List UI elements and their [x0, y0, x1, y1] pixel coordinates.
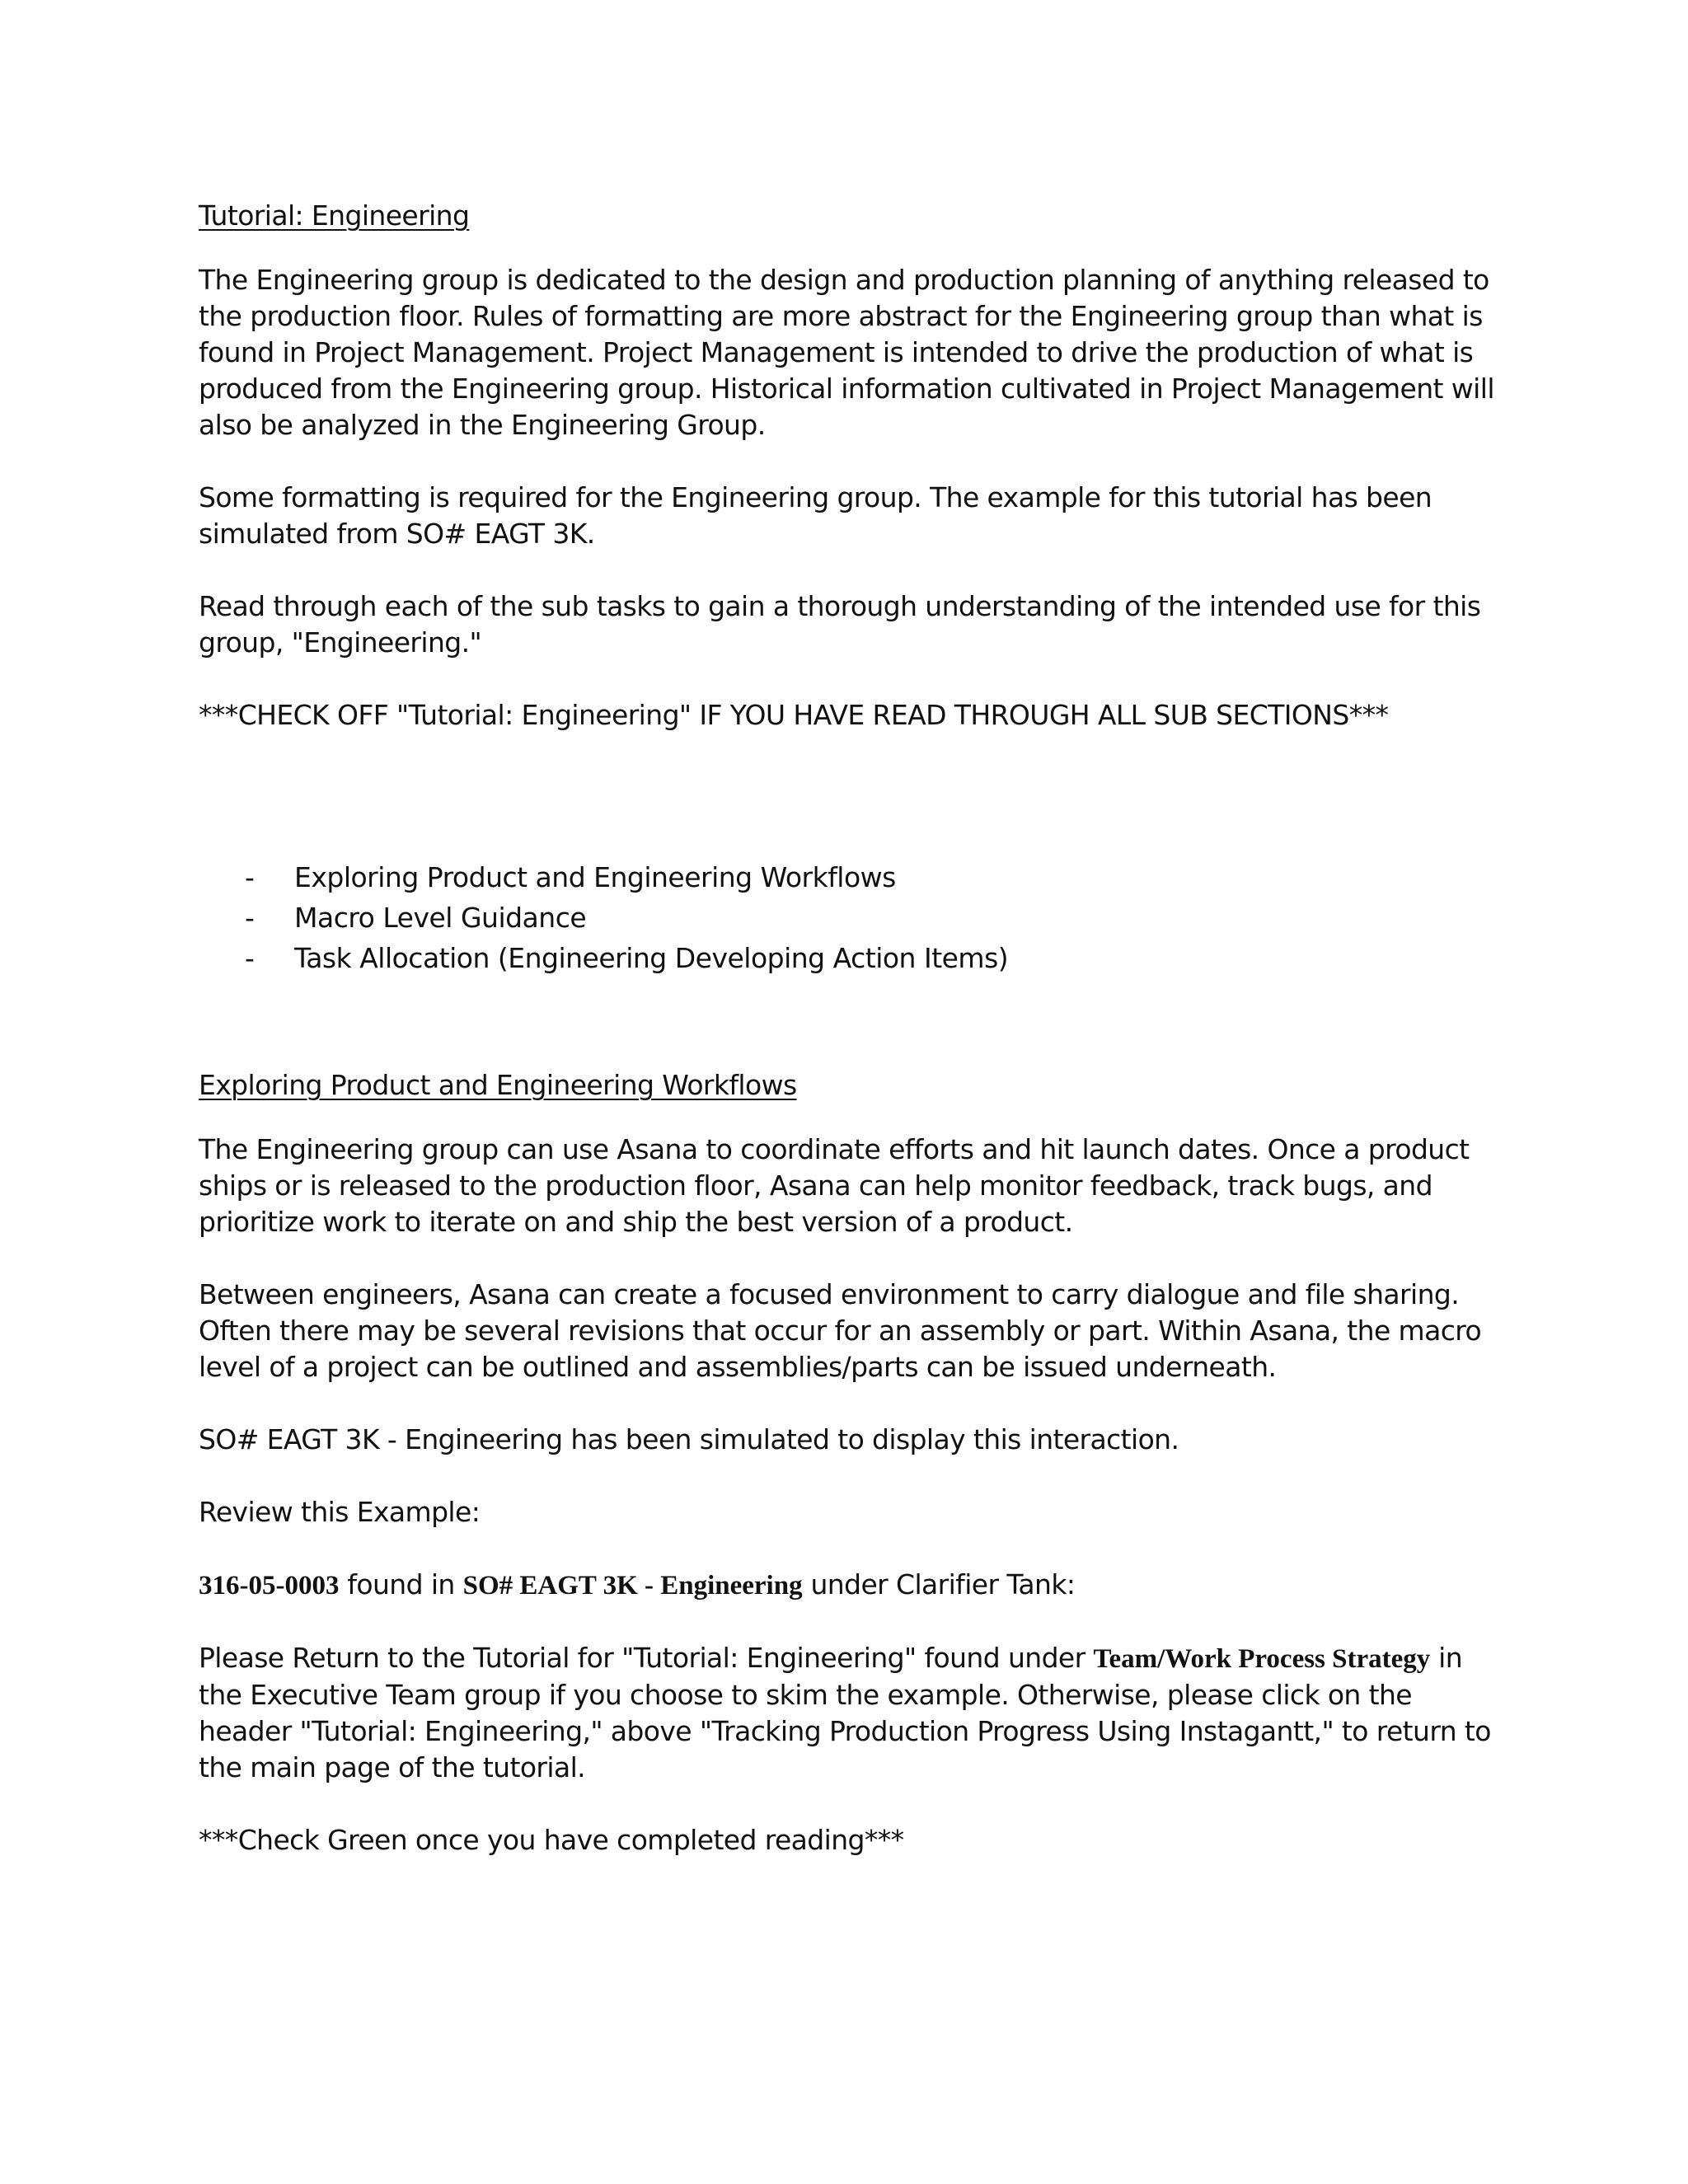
example-line [199, 1567, 1501, 1604]
dash-bullet: - [245, 902, 255, 934]
subtask-list [245, 857, 1008, 978]
list-item-label: Exploring Product and Engineering Workflows [294, 861, 896, 893]
intro-paragraph: The Engineering group is dedicated to the design and production planning of anything released to the production floor. Rules of formatting are more abstract for the Engineering group than what is found in Project Management. Project Management is intended to drive the production of what is produced from the Engineering group. Historical information cultivated in Project Management will also be analyzed in the Engineering Group. [199, 264, 1494, 441]
return-text-before: Please Return to the Tutorial for "Tutorial: Engineering" found under [199, 1642, 1094, 1674]
return-paragraph [199, 1640, 1501, 1786]
list-item-label: Task Allocation (Engineering Developing Action Items) [294, 942, 1009, 974]
return-text-after: in the Executive Team group if you choose to skim the example. Otherwise, please click on the header "Tutorial: Engineering," above "Tracking Production Progress Using Instagantt," to return to the main page of the tutorial. [199, 1642, 1491, 1783]
section-heading: Exploring Product and Engineering Workflows [199, 1069, 797, 1101]
part-number: 316-05-0003 [199, 1571, 340, 1601]
under-text: under Clarifier Tank: [802, 1568, 1076, 1601]
check-off-note: ***CHECK OFF "Tutorial: Engineering" IF YOU HAVE READ THROUGH ALL SUB SECTIONS*** [199, 699, 1389, 731]
dash-bullet: - [245, 861, 255, 893]
list-item [245, 898, 1008, 938]
found-in-text: found in [339, 1568, 463, 1601]
list-item [245, 938, 1008, 978]
section-paragraph-1: The Engineering group can use Asana to coordinate efforts and hit launch dates. Once a product ships or is released to the production floor, Asana can help monitor feedback, track bugs, and prioritize work to iterate on and ship the best version of a product. [199, 1133, 1470, 1238]
check-green-note: ***Check Green once you have completed reading*** [199, 1824, 904, 1856]
list-item-label: Macro Level Guidance [294, 902, 587, 934]
read-through-paragraph: Read through each of the sub tasks to gain a thorough understanding of the intended use for this group, "Engineering." [199, 590, 1481, 658]
project-name: SO# EAGT 3K - Engineering [462, 1571, 803, 1601]
workflows-section [199, 1067, 1501, 1858]
dash-bullet: - [245, 942, 255, 974]
list-item [245, 857, 1008, 898]
section-paragraph-2: Between engineers, Asana can create a focused environment to carry dialogue and file sharing. Often there may be several revisions that occur for an assembly or part. Within Asana, the macro level of a project can be outlined and assemblies/parts can be issued underneath. [199, 1278, 1482, 1383]
section-paragraph-3: SO# EAGT 3K - Engineering has been simulated to display this interaction. [199, 1423, 1179, 1455]
review-label: Review this Example: [199, 1496, 481, 1528]
strategy-name: Team/Work Process Strategy [1093, 1644, 1431, 1674]
page-title: Tutorial: Engineering [199, 199, 470, 232]
formatting-paragraph: Some formatting is required for the Engineering group. The example for this tutorial has been simulated from SO# EAGT 3K. [199, 481, 1432, 550]
